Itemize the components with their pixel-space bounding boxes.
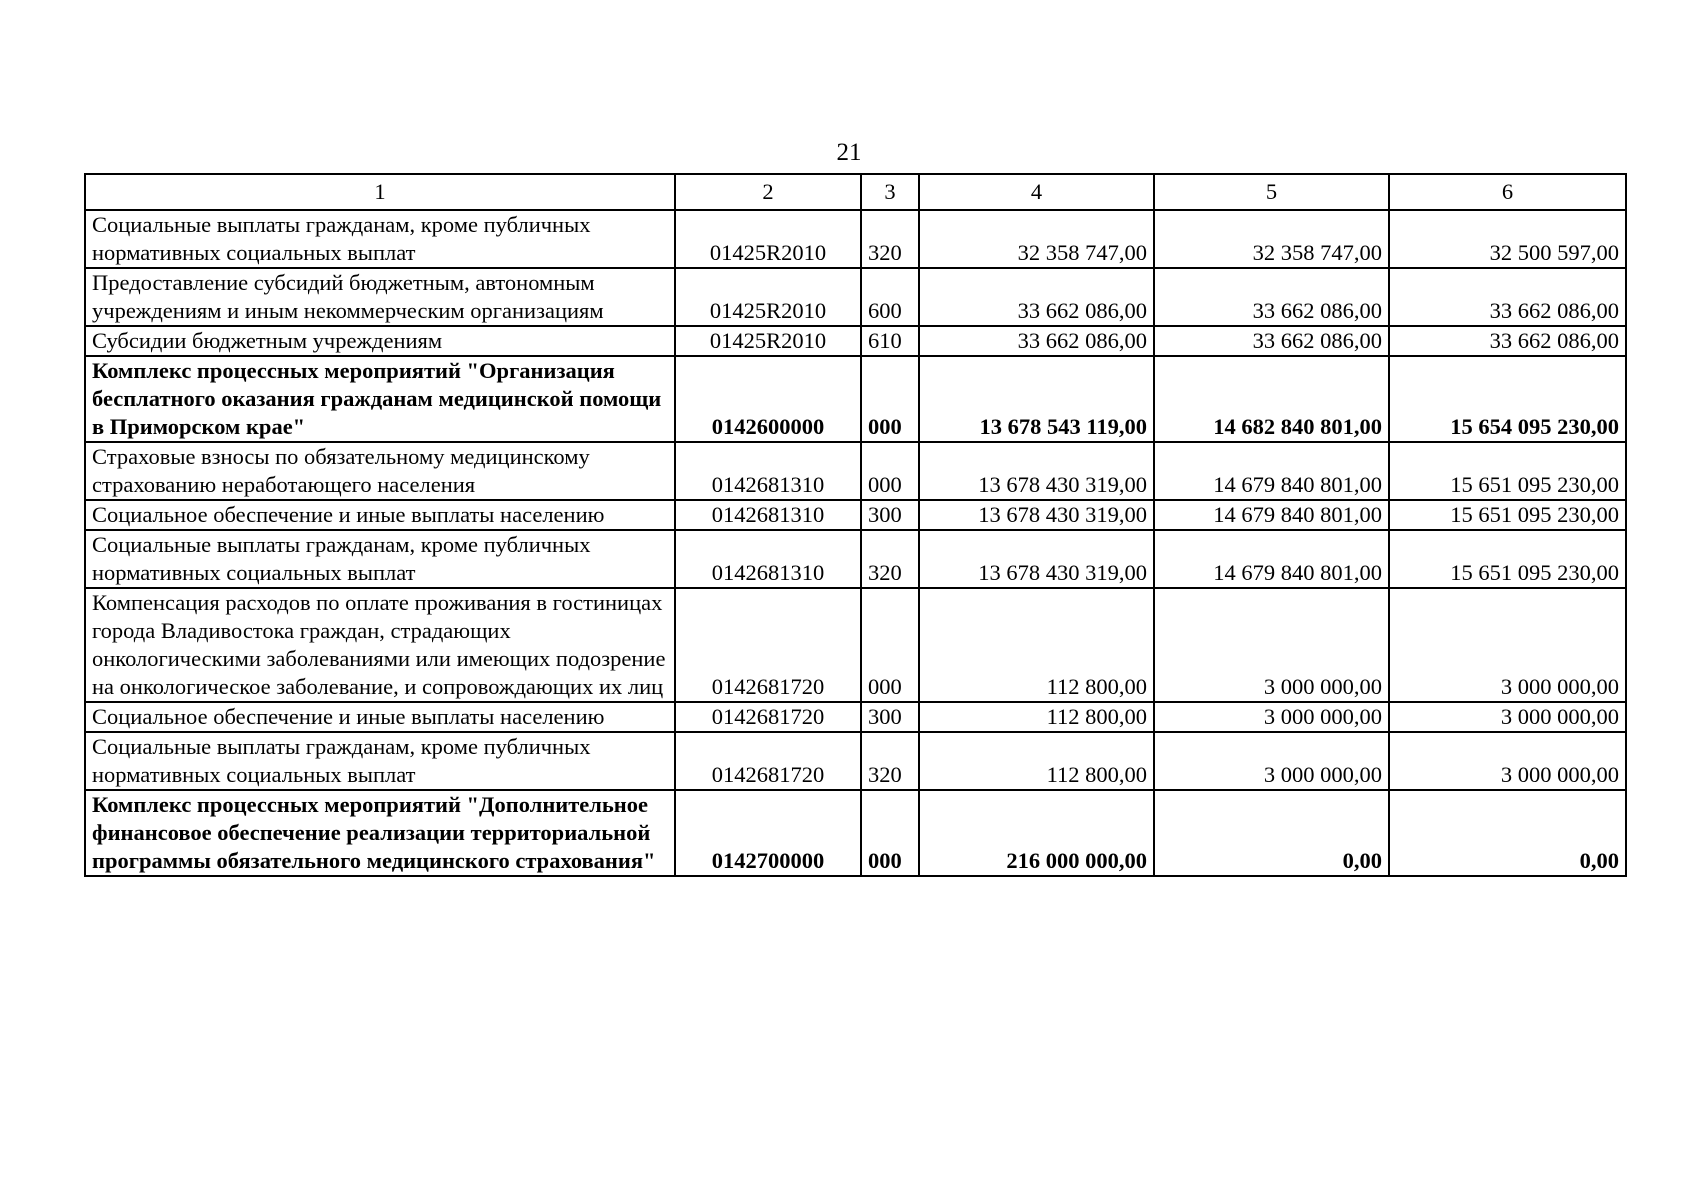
amount-col4-cell: 216 000 000,00 bbox=[919, 790, 1154, 876]
target-code-cell: 01425R2010 bbox=[675, 268, 861, 326]
table-row bbox=[85, 702, 1626, 732]
amount-col5-cell: 32 358 747,00 bbox=[1154, 210, 1389, 268]
target-code-cell: 0142681310 bbox=[675, 442, 861, 500]
amount-col4-cell: 33 662 086,00 bbox=[919, 268, 1154, 326]
amount-col5-cell: 3 000 000,00 bbox=[1154, 732, 1389, 790]
table-row bbox=[85, 530, 1626, 588]
amount-col5-cell: 14 679 840 801,00 bbox=[1154, 530, 1389, 588]
amount-col4-cell: 112 800,00 bbox=[919, 702, 1154, 732]
amount-col6-cell: 15 651 095 230,00 bbox=[1389, 500, 1626, 530]
table-row bbox=[85, 442, 1626, 500]
expense-name-cell: Предоставление субсидий бюджетным, автономным учреждениям и иным некоммерческим организациям bbox=[85, 268, 675, 326]
table-row bbox=[85, 210, 1626, 268]
expense-type-cell: 300 bbox=[861, 500, 919, 530]
expense-name-cell: Социальные выплаты гражданам, кроме публичных нормативных социальных выплат bbox=[85, 530, 675, 588]
target-code-cell: 0142681310 bbox=[675, 500, 861, 530]
expense-type-cell: 320 bbox=[861, 530, 919, 588]
amount-col6-cell: 15 654 095 230,00 bbox=[1389, 356, 1626, 442]
expense-name-cell: Субсидии бюджетным учреждениям bbox=[85, 326, 675, 356]
table-row bbox=[85, 500, 1626, 530]
target-code-cell: 0142681720 bbox=[675, 732, 861, 790]
header-cell: 5 bbox=[1154, 174, 1389, 210]
expense-type-cell: 610 bbox=[861, 326, 919, 356]
header-cell: 1 bbox=[85, 174, 675, 210]
amount-col4-cell: 32 358 747,00 bbox=[919, 210, 1154, 268]
amount-col5-cell: 3 000 000,00 bbox=[1154, 702, 1389, 732]
expense-name-cell: Социальное обеспечение и иные выплаты населению bbox=[85, 500, 675, 530]
amount-col6-cell: 0,00 bbox=[1389, 790, 1626, 876]
amount-col4-cell: 13 678 543 119,00 bbox=[919, 356, 1154, 442]
target-code-cell: 0142681720 bbox=[675, 588, 861, 702]
table-row-bold bbox=[85, 790, 1626, 876]
target-code-cell: 0142681720 bbox=[675, 702, 861, 732]
expense-type-cell: 000 bbox=[861, 588, 919, 702]
target-code-cell: 0142600000 bbox=[675, 356, 861, 442]
amount-col4-cell: 13 678 430 319,00 bbox=[919, 530, 1154, 588]
amount-col5-cell: 14 682 840 801,00 bbox=[1154, 356, 1389, 442]
expense-type-cell: 320 bbox=[861, 210, 919, 268]
expense-name-cell: Компенсация расходов по оплате проживания в гостиницах города Владивостока граждан, страдающих онкологическими заболеваниями или имеющих подозрение на онкологическое заболевание, и сопровождающих их лиц bbox=[85, 588, 675, 702]
amount-col5-cell: 14 679 840 801,00 bbox=[1154, 442, 1389, 500]
amount-col6-cell: 3 000 000,00 bbox=[1389, 732, 1626, 790]
amount-col4-cell: 112 800,00 bbox=[919, 588, 1154, 702]
amount-col6-cell: 15 651 095 230,00 bbox=[1389, 530, 1626, 588]
target-code-cell: 0142681310 bbox=[675, 530, 861, 588]
amount-col4-cell: 13 678 430 319,00 bbox=[919, 500, 1154, 530]
expense-name-cell: Социальное обеспечение и иные выплаты населению bbox=[85, 702, 675, 732]
amount-col6-cell: 33 662 086,00 bbox=[1389, 268, 1626, 326]
target-code-cell: 0142700000 bbox=[675, 790, 861, 876]
amount-col4-cell: 112 800,00 bbox=[919, 732, 1154, 790]
table-body bbox=[85, 210, 1626, 876]
budget-table bbox=[84, 173, 1627, 877]
table-row bbox=[85, 588, 1626, 702]
target-code-cell: 01425R2010 bbox=[675, 326, 861, 356]
amount-col6-cell: 32 500 597,00 bbox=[1389, 210, 1626, 268]
table-row-bold bbox=[85, 356, 1626, 442]
amount-col5-cell: 0,00 bbox=[1154, 790, 1389, 876]
table-row bbox=[85, 326, 1626, 356]
page-number: 21 bbox=[836, 139, 862, 166]
header-cell: 3 bbox=[861, 174, 919, 210]
amount-col5-cell: 33 662 086,00 bbox=[1154, 268, 1389, 326]
expense-name-cell: Социальные выплаты гражданам, кроме публичных нормативных социальных выплат bbox=[85, 210, 675, 268]
expense-type-cell: 600 bbox=[861, 268, 919, 326]
expense-type-cell: 300 bbox=[861, 702, 919, 732]
table-row bbox=[85, 732, 1626, 790]
header-row bbox=[85, 174, 1626, 210]
expense-type-cell: 000 bbox=[861, 356, 919, 442]
expense-type-cell: 320 bbox=[861, 732, 919, 790]
amount-col5-cell: 33 662 086,00 bbox=[1154, 326, 1389, 356]
amount-col5-cell: 14 679 840 801,00 bbox=[1154, 500, 1389, 530]
header-cell: 4 bbox=[919, 174, 1154, 210]
expense-type-cell: 000 bbox=[861, 442, 919, 500]
amount-col5-cell: 3 000 000,00 bbox=[1154, 588, 1389, 702]
expense-name-cell: Социальные выплаты гражданам, кроме публичных нормативных социальных выплат bbox=[85, 732, 675, 790]
amount-col4-cell: 13 678 430 319,00 bbox=[919, 442, 1154, 500]
amount-col6-cell: 3 000 000,00 bbox=[1389, 702, 1626, 732]
expense-name-cell: Комплекс процессных мероприятий "Организация бесплатного оказания гражданам медицинской помощи в Приморском крае" bbox=[85, 356, 675, 442]
table-row bbox=[85, 268, 1626, 326]
expense-type-cell: 000 bbox=[861, 790, 919, 876]
header-cell: 2 bbox=[675, 174, 861, 210]
expense-name-cell: Страховые взносы по обязательному медицинскому страхованию неработающего населения bbox=[85, 442, 675, 500]
expense-name-cell: Комплекс процессных мероприятий "Дополнительное финансовое обеспечение реализации территориальной программы обязательного медицинского страхования" bbox=[85, 790, 675, 876]
amount-col6-cell: 15 651 095 230,00 bbox=[1389, 442, 1626, 500]
amount-col6-cell: 33 662 086,00 bbox=[1389, 326, 1626, 356]
amount-col4-cell: 33 662 086,00 bbox=[919, 326, 1154, 356]
header-cell: 6 bbox=[1389, 174, 1626, 210]
amount-col6-cell: 3 000 000,00 bbox=[1389, 588, 1626, 702]
target-code-cell: 01425R2010 bbox=[675, 210, 861, 268]
